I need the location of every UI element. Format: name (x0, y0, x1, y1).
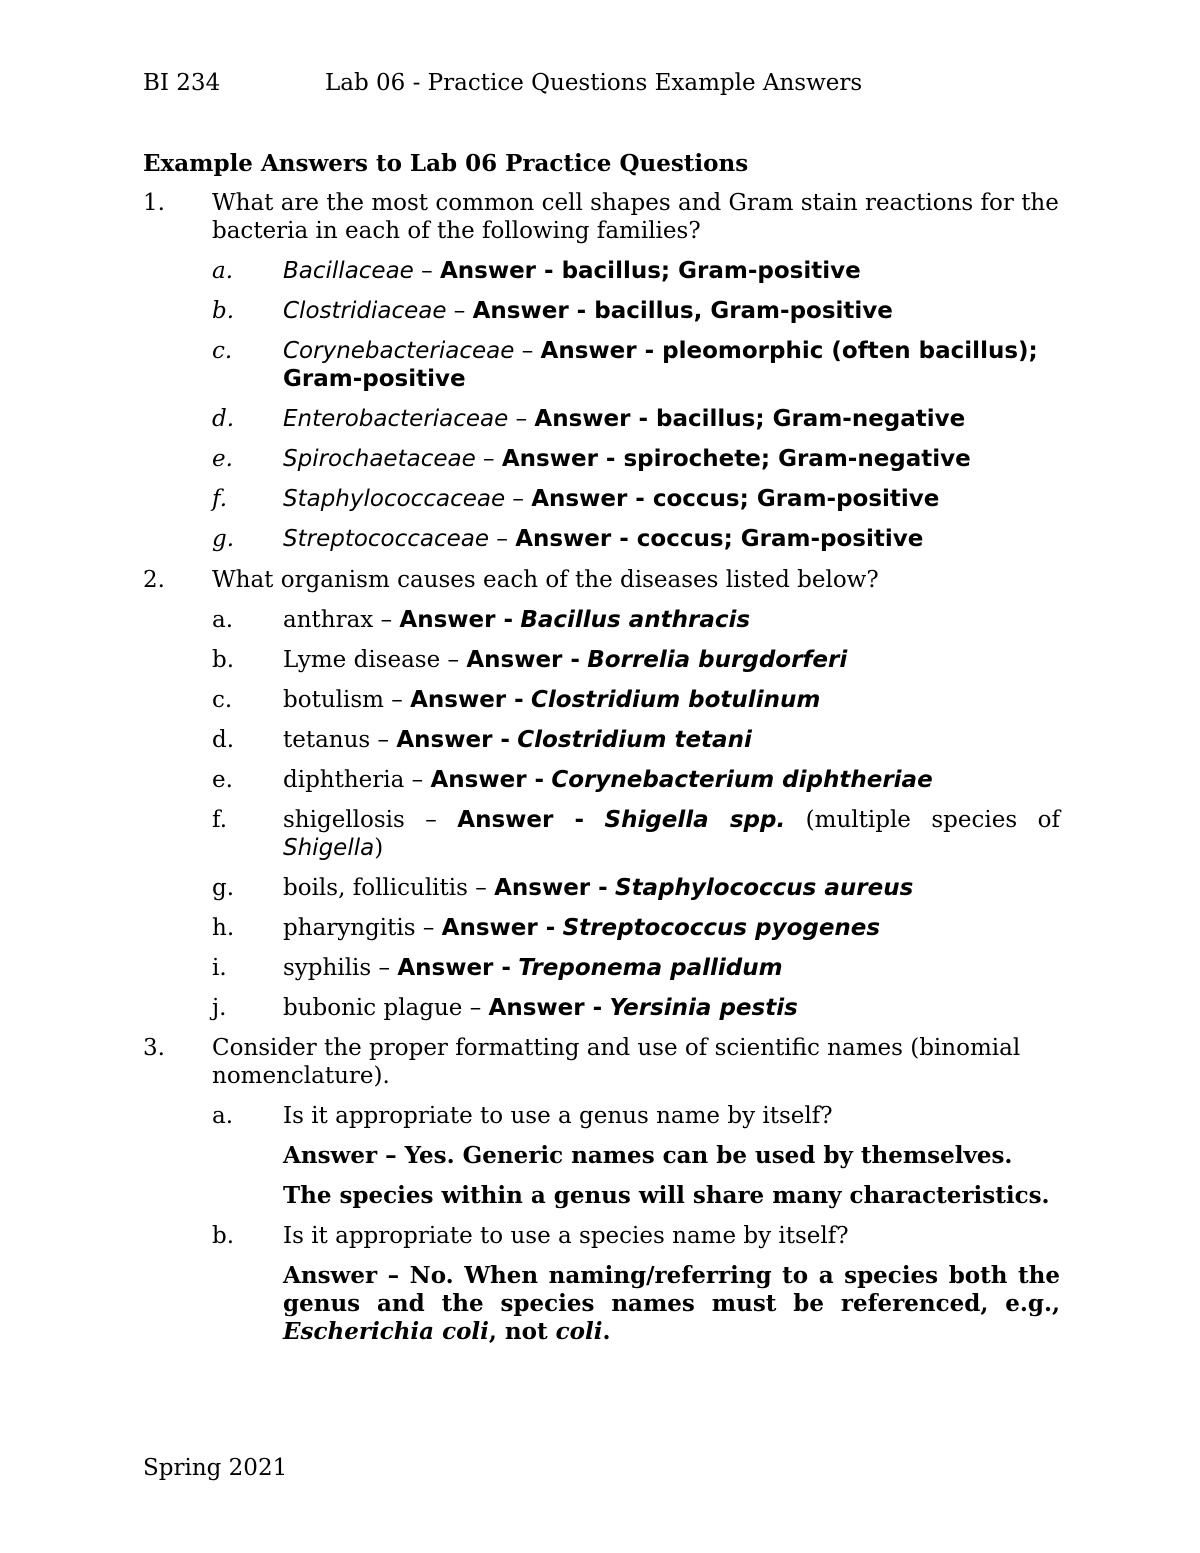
list-item: j. bubonic plague – Answer - Yersinia pestis (212, 995, 798, 1022)
disease-name: diphtheria (283, 766, 405, 793)
question-number: 2. (143, 566, 165, 593)
family-name: Staphylococcaceae (283, 486, 506, 513)
family-name: Clostridiaceae (283, 298, 447, 325)
answer-period: . (602, 1318, 611, 1346)
list-item (143, 1102, 1060, 1130)
genus-name: Shigella (283, 834, 375, 861)
family-name: Bacillaceae (283, 258, 414, 285)
answer-label: Answer - (430, 766, 545, 793)
list-item: c. Corynebacteriaceae – Answer - pleomorphic (often bacillus); Gram-positive (212, 338, 1038, 393)
answer-label: Answer - (410, 686, 524, 713)
answer-paragraph: The species within a genus will share many characteristics. (283, 1182, 1050, 1210)
disease-name: pharyngitis (283, 914, 416, 941)
disease-name: tetanus (283, 726, 371, 753)
question-number: 3. (143, 1035, 165, 1062)
item-letter: c. (212, 338, 233, 365)
document-title: Example Answers to Lab 06 Practice Questions (143, 150, 749, 177)
answer-label: Answer - (494, 874, 608, 901)
answer-label: Answer - (466, 646, 580, 673)
organism-name: Staphylococcus aureus (615, 874, 914, 901)
family-name: Enterobacteriaceae (283, 406, 509, 433)
item-letter: d. (212, 726, 235, 753)
item-letter: g. (212, 526, 235, 553)
species-epithet: coli (555, 1318, 603, 1346)
disease-name: syphilis (283, 954, 372, 981)
organism-name: Clostridium tetani (517, 726, 752, 753)
organism-name: Borrelia burgdorferi (587, 646, 848, 673)
page-footer: Spring 2021 (143, 1455, 288, 1481)
list-item: e. diphtheria – Answer - Corynebacterium diphtheriae (212, 766, 933, 793)
item-letter: i. (212, 954, 227, 981)
organism-name: Bacillus anthracis (520, 606, 751, 633)
sub-question: Is it appropriate to use a species name by itself? (283, 1223, 849, 1250)
item-letter: g. (212, 874, 235, 901)
list-item: g. boils, folliculitis – Answer - Staphylococcus aureus (212, 874, 914, 901)
disease-name: boils, folliculitis (283, 874, 468, 901)
item-letter: e. (212, 446, 233, 473)
list-item: b. Lyme disease – Answer - Borrelia burgdorferi (212, 646, 848, 673)
list-item: e. Spirochaetaceae – Answer - spirochete; Gram-negative (212, 446, 971, 473)
course-code: BI 234 (143, 70, 221, 96)
question-text: Consider the proper formatting and use of scientific names (binomial nomenclature). (212, 1035, 1021, 1090)
answer-label: Answer - (399, 606, 513, 633)
note-close: ) (374, 834, 384, 861)
question-text: What are the most common cell shapes and Gram stain reactions for the bacteria in each of the following families? (212, 190, 1059, 245)
answer-label: Answer - (457, 806, 585, 833)
answer-text: Answer - spirochete; Gram-negative (501, 446, 971, 473)
organism-name: Treponema pallidum (518, 954, 783, 981)
question-text: What organism causes each of the diseases listed below? (212, 566, 879, 593)
answer-text: Answer - bacillus; Gram-positive (439, 258, 861, 285)
list-item: a. anthrax – Answer - Bacillus anthracis (212, 606, 751, 633)
answer-paragraph: Answer – Yes. Generic names can be used by themselves. (283, 1142, 1013, 1170)
organism-name: Clostridium botulinum (531, 686, 821, 713)
item-letter: f. (212, 486, 228, 513)
document-body (143, 150, 1060, 1359)
question-number: 1. (143, 190, 165, 217)
answer-text: Answer - coccus; Gram-positive (531, 486, 940, 513)
question-1 (143, 189, 1060, 245)
list-item (143, 1222, 1060, 1250)
organism-name: Yersinia pestis (609, 995, 798, 1022)
organism-note: (multiple species of (805, 806, 1060, 833)
item-letter: j. (212, 995, 227, 1022)
item-letter: b. (212, 646, 235, 673)
answer-label: Answer - (488, 995, 603, 1022)
answer-label: Answer - (397, 954, 511, 981)
header-title: Lab 06 - Practice Questions Example Answers (325, 70, 863, 96)
organism-name: Streptococcus pyogenes (562, 914, 881, 941)
item-letter: d. (212, 406, 235, 433)
item-letter: b. (212, 298, 235, 325)
list-item: c. botulism – Answer - Clostridium botulinum (212, 686, 821, 713)
list-item: f. Staphylococcaceae – Answer - coccus; Gram-positive (212, 486, 940, 513)
answer-text-mid: , not (488, 1318, 548, 1346)
item-letter: a. (212, 606, 234, 633)
disease-name: Lyme disease (283, 646, 441, 673)
list-item: b. Clostridiaceae – Answer - bacillus, Gram-positive (212, 298, 893, 325)
item-letter: e. (212, 766, 233, 793)
family-name: Corynebacteriaceae (283, 338, 515, 365)
answer-text: Answer – No. When naming/referring to a species both the genus and the species names must be referenced, e.g., (283, 1262, 1060, 1318)
answer-text: Answer - pleomorphic (often bacillus); Gram-positive (283, 338, 1038, 393)
item-letter: c. (212, 686, 233, 713)
example-organism: Escherichia coli (283, 1318, 489, 1346)
answer-label: Answer - (396, 726, 510, 753)
list-item: g. Streptococcaceae – Answer - coccus; Gram-positive (212, 526, 924, 553)
organism-name: Corynebacterium diphtheriae (551, 766, 933, 793)
question-2 (143, 566, 1060, 594)
family-name: Spirochaetaceae (283, 446, 476, 473)
list-item: a. Bacillaceae – Answer - bacillus; Gram-positive (212, 258, 861, 285)
list-item: f. shigellosis – Answer - Shigella spp. (multiple species of Shigella) (212, 806, 1060, 861)
answer-text: Answer - bacillus; Gram-negative (534, 406, 966, 433)
answer-label: Answer - (441, 914, 556, 941)
item-letter: h. (212, 914, 235, 941)
answer-paragraph (143, 1262, 1060, 1346)
list-item: h. pharyngitis – Answer - Streptococcus pyogenes (212, 914, 881, 941)
sub-question: Is it appropriate to use a genus name by itself? (283, 1103, 833, 1130)
item-letter: f. (212, 806, 228, 833)
disease-name: shigellosis (283, 806, 405, 833)
list-item: d. tetanus – Answer - Clostridium tetani (212, 726, 752, 753)
disease-name: botulism (283, 686, 384, 713)
item-letter: a. (212, 258, 234, 285)
list-item: i. syphilis – Answer - Treponema pallidum (212, 954, 783, 981)
disease-name: anthrax (283, 606, 374, 633)
answer-text: Answer - bacillus, Gram-positive (472, 298, 893, 325)
item-letter: b. (212, 1223, 235, 1250)
family-name: Streptococcaceae (283, 526, 490, 553)
organism-name: Shigella spp. (604, 806, 786, 833)
answer-text: Answer - coccus; Gram-positive (515, 526, 924, 553)
question-3 (143, 1034, 1060, 1090)
list-item: d. Enterobacteriaceae – Answer - bacillus; Gram-negative (212, 406, 966, 433)
disease-name: bubonic plague (283, 995, 463, 1022)
item-letter: a. (212, 1103, 234, 1130)
